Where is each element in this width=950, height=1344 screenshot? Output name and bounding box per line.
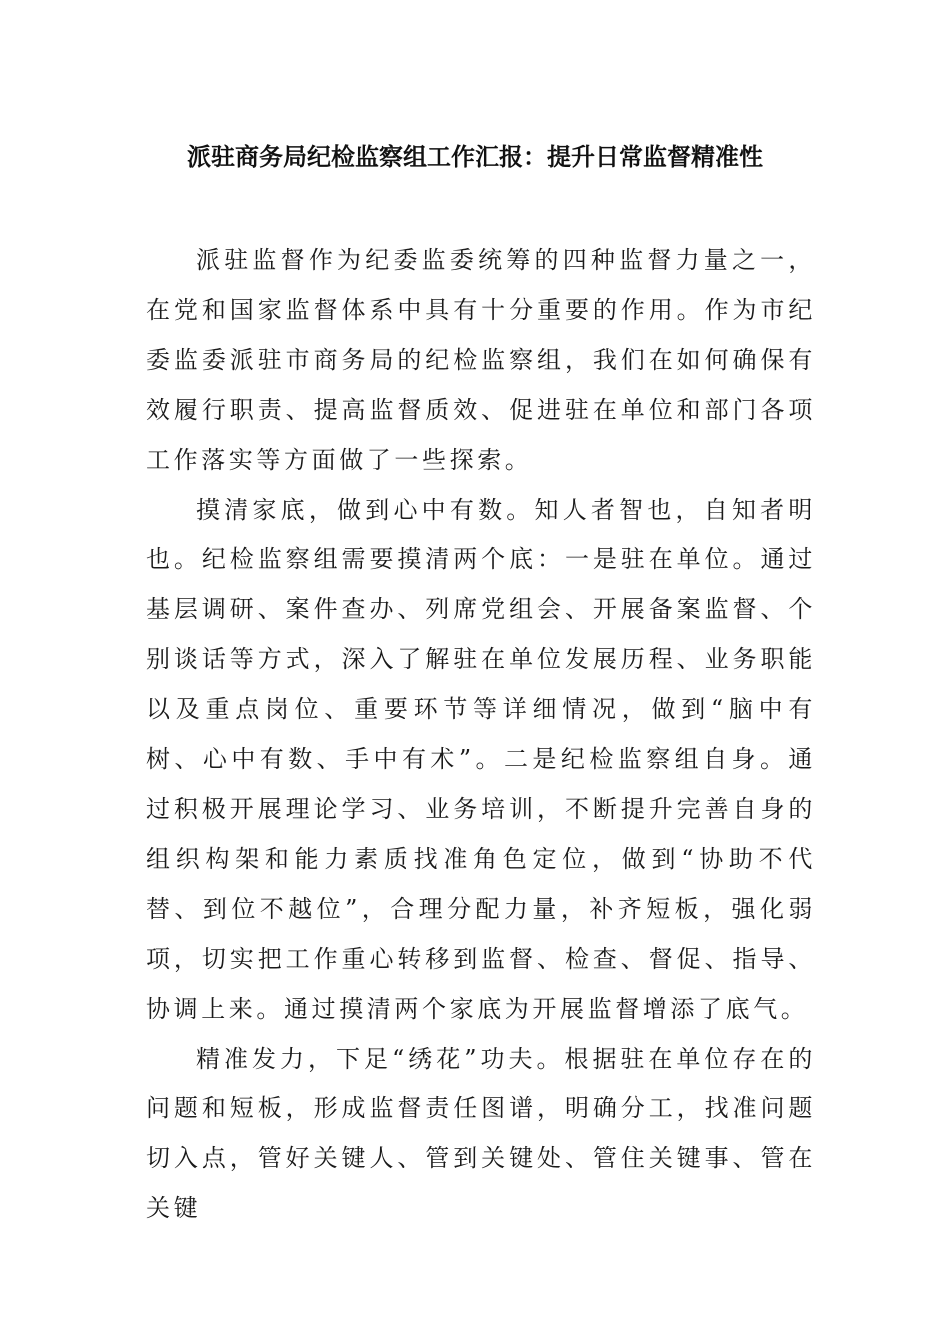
paragraph-intro: 派驻监督作为纪委监委统筹的四种监督力量之一，在党和国家监督体系中具有十分重要的作用。作为市纪委监委派驻市商务局的纪检监察组，我们在如何确保有效履行职责、提高监督质效、促进驻在单位和部门各项工作落实等方面做了一些探索。: [146, 246, 816, 474]
paragraph-precise-effort: 精准发力，下足“绣花”功夫。根据驻在单位存在的问题和短板，形成监督责任图谱，明确分工，找准问题切入点，管好关键人、管到关键处、管住关键事、管在关键: [146, 1044, 816, 1223]
paragraph-know-the-basics: 摸清家底，做到心中有数。知人者智也，自知者明也。纪检监察组需要摸清两个底：一是驻在单位。通过基层调研、案件查办、列席党组会、开展备案监督、个别谈话等方式，深入了解驻在单位发展历程、业务职能以及重点岗位、重要环节等详细情况，做到“脑中有树、心中有数、手中有术”。二是纪检监察组自身。通过积极开展理论学习、业务培训，不断提升完善自身的组织构架和能力素质找准角色定位，做到“协助不代替、到位不越位”，合理分配力量，补齐短板，强化弱项，切实把工作重心转移到监督、检查、督促、指导、协调上来。通过摸清两个家底为开展监督增添了底气。: [146, 495, 816, 1023]
document-title: 派驻商务局纪检监察组工作汇报：提升日常监督精准性: [187, 143, 763, 171]
document-body: [146, 236, 816, 1234]
